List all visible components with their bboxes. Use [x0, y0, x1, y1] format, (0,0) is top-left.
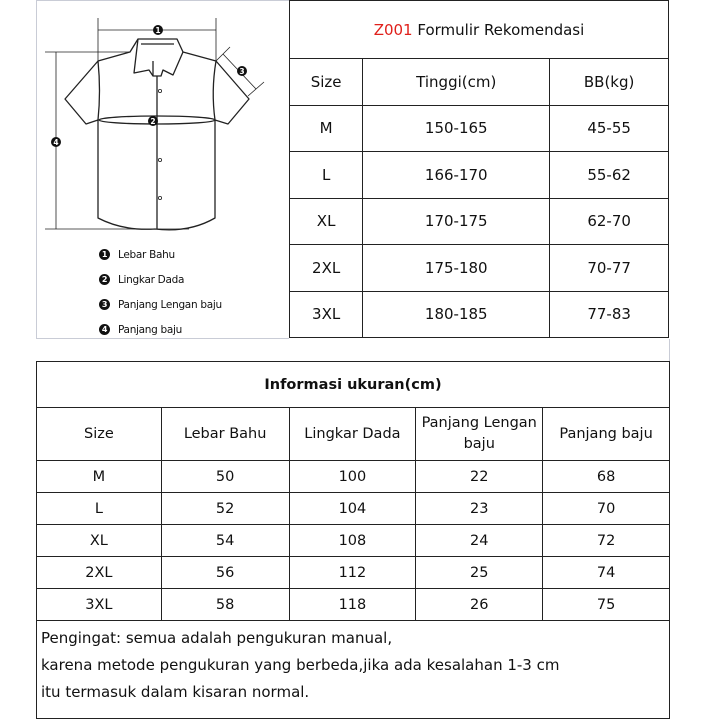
- number-badge-icon: 3: [99, 299, 110, 310]
- table-row: [290, 245, 669, 292]
- legend-label: Lebar Bahu: [118, 248, 175, 261]
- table-cell: 24: [416, 525, 543, 557]
- table-cell: 22: [416, 461, 543, 493]
- table-row: [290, 291, 669, 338]
- table-cell: XL: [290, 198, 363, 245]
- table-row: [290, 105, 669, 152]
- table-cell: L: [37, 493, 162, 525]
- table-row: [37, 461, 670, 493]
- header-cell: Lingkar Dada: [289, 408, 416, 461]
- measurement-legend: [99, 242, 222, 342]
- size-info-title: Informasi ukuran(cm): [37, 362, 670, 408]
- table-row: [290, 152, 669, 199]
- table-cell: L: [290, 152, 363, 199]
- header-cell: Tinggi(cm): [363, 59, 550, 106]
- marker-3: [237, 66, 247, 76]
- legend-label: Lingkar Dada: [118, 273, 185, 286]
- legend-item: [99, 292, 222, 317]
- table-cell: 180-185: [363, 291, 550, 338]
- recommendation-title-text: Formulir Rekomendasi: [417, 20, 585, 39]
- note-row: [37, 621, 670, 719]
- divider: [36, 339, 670, 361]
- table-cell: 2XL: [290, 245, 363, 292]
- marker-1: [153, 25, 163, 35]
- table-cell: 166-170: [363, 152, 550, 199]
- header-cell: Panjang baju: [543, 408, 670, 461]
- table-cell: 3XL: [37, 589, 162, 621]
- recommendation-title: [290, 1, 669, 59]
- table-cell: 104: [289, 493, 416, 525]
- table-cell: 108: [289, 525, 416, 557]
- table-cell: 74: [543, 557, 670, 589]
- table-cell: M: [37, 461, 162, 493]
- table-row: [37, 557, 670, 589]
- table-cell: 3XL: [290, 291, 363, 338]
- svg-text:3: 3: [239, 67, 245, 76]
- table-cell: 72: [543, 525, 670, 557]
- table-cell: 100: [289, 461, 416, 493]
- table-cell: 150-165: [363, 105, 550, 152]
- table-cell: 54: [161, 525, 289, 557]
- table-cell: M: [290, 105, 363, 152]
- legend-label: Panjang Lengan baju: [118, 298, 222, 311]
- measurement-note: [37, 621, 670, 719]
- header-cell: Size: [290, 59, 363, 106]
- table-cell: 26: [416, 589, 543, 621]
- table-cell: 70-77: [550, 245, 669, 292]
- legend-item: [99, 267, 222, 292]
- table-cell: 52: [161, 493, 289, 525]
- table-cell: 112: [289, 557, 416, 589]
- table-row: [37, 589, 670, 621]
- svg-text:4: 4: [53, 138, 59, 147]
- table-cell: XL: [37, 525, 162, 557]
- header-cell: BB(kg): [550, 59, 669, 106]
- table-row: [37, 525, 670, 557]
- svg-text:1: 1: [155, 26, 161, 35]
- table-cell: 58: [161, 589, 289, 621]
- table-cell: 68: [543, 461, 670, 493]
- table-cell: 23: [416, 493, 543, 525]
- product-code: Z001: [373, 20, 413, 39]
- size-info-title-row: [37, 362, 670, 408]
- table-cell: 2XL: [37, 557, 162, 589]
- size-info-table: [36, 361, 670, 719]
- table-cell: 25: [416, 557, 543, 589]
- table-cell: 45-55: [550, 105, 669, 152]
- table-cell: 170-175: [363, 198, 550, 245]
- header-cell: Size: [37, 408, 162, 461]
- number-badge-icon: 2: [99, 274, 110, 285]
- note-line: karena metode pengukuran yang berbeda,jika ada kesalahan 1-3 cm: [41, 656, 560, 674]
- header-cell: Lebar Bahu: [161, 408, 289, 461]
- table-cell: 56: [161, 557, 289, 589]
- number-badge-icon: 4: [99, 324, 110, 335]
- table-cell: 50: [161, 461, 289, 493]
- shirt-measurement-diagram: [36, 0, 289, 339]
- marker-4: [51, 137, 61, 147]
- table-cell: 75: [543, 589, 670, 621]
- recommendation-header-row: [290, 59, 669, 106]
- table-cell: 118: [289, 589, 416, 621]
- legend-item: [99, 242, 222, 267]
- table-row: [37, 493, 670, 525]
- note-line: Pengingat: semua adalah pengukuran manual,: [41, 629, 393, 647]
- note-line: itu termasuk dalam kisaran normal.: [41, 683, 310, 701]
- table-cell: 175-180: [363, 245, 550, 292]
- svg-text:2: 2: [150, 117, 156, 126]
- table-cell: 70: [543, 493, 670, 525]
- table-cell: 62-70: [550, 198, 669, 245]
- legend-label: Panjang baju: [118, 323, 183, 336]
- table-cell: 77-83: [550, 291, 669, 338]
- size-info-header-row: [37, 408, 670, 461]
- number-badge-icon: 1: [99, 249, 110, 260]
- marker-2: [148, 116, 158, 126]
- recommendation-title-row: [290, 1, 669, 59]
- header-cell: Panjang Lengan baju: [416, 408, 543, 461]
- table-row: [290, 198, 669, 245]
- recommendation-table: [289, 0, 669, 338]
- table-cell: 55-62: [550, 152, 669, 199]
